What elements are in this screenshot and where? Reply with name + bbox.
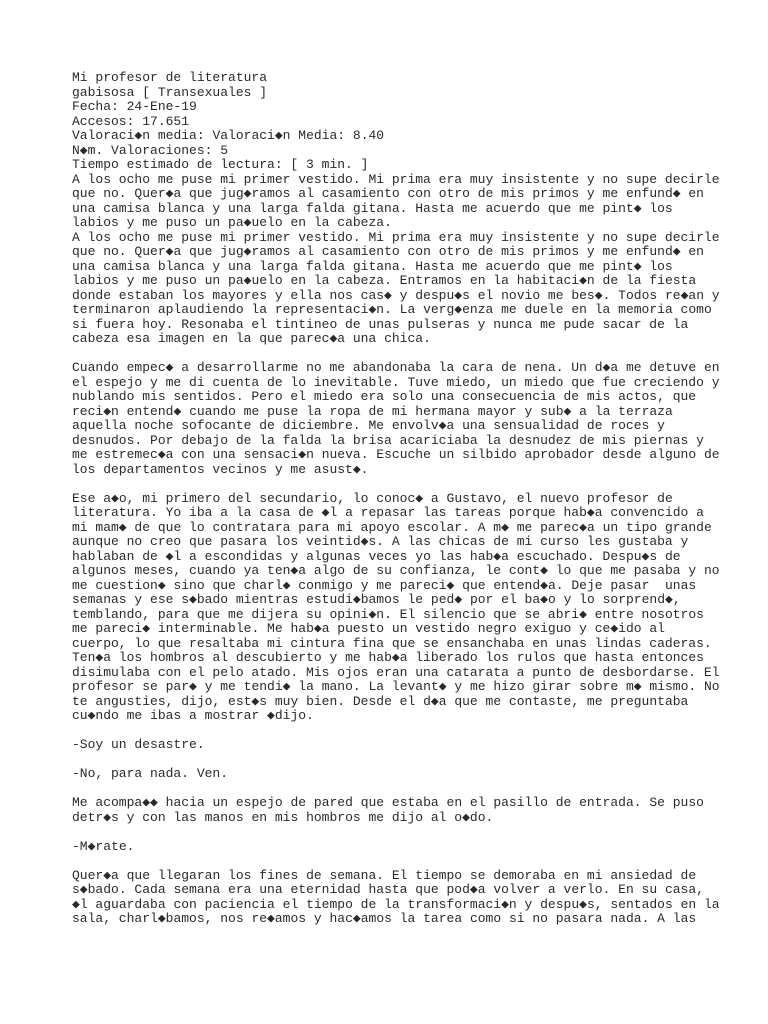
document-page [72, 70, 720, 927]
story-date: Fecha: 24-Ene-19 [72, 99, 197, 114]
text-line: cuerpo, lo que resaltaba mi cintura fina que se ensanchaba en unas lindas caderas. [72, 635, 712, 651]
paragraph-spacer [72, 854, 712, 869]
text-line: Ese a◆o, mi primero del secundario, lo conoc◆ a Gustavo, el nuevo profesor de [72, 490, 673, 506]
paragraph-spacer [72, 477, 712, 492]
text-line: -Soy un desastre. [72, 737, 205, 752]
story-accesses: Accesos: 17.651 [72, 113, 190, 129]
text-line: Me acompa◆◆ hacia un espejo de pared que estaba en el pasillo de entrada. Se puso [72, 795, 704, 810]
text-line: aquella noche sofocante de diciembre. Me envolv◆a una sensualidad de roces y [72, 418, 665, 433]
text-line: sala, charl◆bamos, nos re◆amos y hac◆amos la tarea como si no pasara nada. A las [72, 911, 697, 926]
text-line: me estremec◆a con una sensaci◆n nueva. Escuche un silbido aprobador desde alguno de [72, 447, 720, 462]
text-line: literatura. Yo iba a la casa de ◆l a repasar las tareas porque hab◆a convencido a [72, 505, 704, 520]
paragraph [72, 796, 712, 825]
paragraph-spacer [72, 825, 712, 840]
text-line: temblando, para que me dijera su opini◆n. El silencio que se abri◆ entre nosotros [72, 606, 704, 622]
text-line: aunque no creo que pasara los veintid◆s. A las chicas de mi curso les gustaba y [72, 534, 689, 549]
text-line: cu◆ndo me ibas a mostrar ◆dijo. [72, 708, 314, 723]
text-line: -M◆rate. [72, 838, 135, 854]
text-line: ◆l aguardaba con paciencia el tiempo de la transformaci◆n y despu◆s, sentados en la [72, 896, 720, 912]
text-line: A los ocho me puse mi primer vestido. Mi prima era muy insistente y no supe decirle [72, 171, 720, 187]
text-line: si fuera hoy. Resonaba el tintineo de unas pulseras y nunca me pude sacar de la [72, 316, 689, 332]
text-line: donde estaban los mayores y ella nos cas◆ y despu◆s el novio me bes◆. Todos re◆an y [72, 287, 720, 303]
text-line: -No, para nada. Ven. [72, 766, 229, 781]
text-line: profesor se par◆ y me tendi◆ la mano. La levant◆ y me hizo girar sobre m◆ mismo. No [72, 679, 720, 694]
text-line: Quer◆a que llegaran los fines de semana. El tiempo se demoraba en mi ansiedad de [72, 867, 697, 883]
text-line: reci◆n entend◆ cuando me puse la ropa de mi hermana mayor y sub◆ a la terraza [72, 403, 673, 419]
text-line: A los ocho me puse mi primer vestido. Mi prima era muy insistente y no supe decirle [72, 229, 720, 245]
paragraph [72, 767, 712, 782]
story-author-category: gabisosa [ Transexuales ] [72, 84, 268, 100]
story-rating: Valoraci◆n media: Valoraci◆n Media: 8.40 [72, 128, 385, 143]
text-line: disimulaba con el pelo atado. Mis ojos eran una catarata a punto de desbordarse. El [72, 664, 720, 680]
paragraph [72, 867, 720, 927]
paragraph [72, 229, 720, 347]
story-reading-time: Tiempo estimado de lectura: [ 3 min. ] [72, 157, 369, 172]
text-line: Ten◆a los hombros al descubierto y me hab◆a liberado los rulos que hasta entonces [72, 650, 704, 665]
text-line: mi mam◆ de que lo contratara para mi apoyo escolar. A m◆ me parec◆a un tipo grande [72, 519, 712, 535]
text-line: me cuestion◆ sino que charl◆ conmigo y me pareci◆ que entend◆a. Deje pasar unas [72, 577, 697, 593]
document-header [72, 71, 712, 173]
paragraph [72, 738, 712, 753]
paragraph-spacer [72, 782, 712, 797]
text-line: que no. Quer◆a que jug◆ramos al casamiento con otro de mis primos y me enfund◆ en [72, 244, 704, 259]
text-line: te angusties, dijo, est◆s muy bien. Desde el d◆a que me contaste, me preguntaba [72, 693, 689, 709]
text-line: una camisa blanca y una larga falda gitana. Hasta me acuerdo que me pint◆ los [72, 200, 673, 216]
text-line: nublando mis sentidos. Pero el miedo era solo una consecuencia de mis actos, que [72, 389, 697, 404]
text-line: una camisa blanca y una larga falda gitana. Hasta me acuerdo que me pint◆ los [72, 258, 673, 274]
text-line: labios y me puso un pa◆uelo en la cabeza. [72, 215, 392, 230]
text-line: Cuando empec◆ a desarrollarme no me abandonaba la cara de nena. Un d◆a me detuve en [72, 360, 720, 375]
story-title: Mi profesor de literatura [72, 70, 268, 85]
text-line: cabeza esa imagen en la que parec◆a una chica. [72, 331, 431, 346]
text-line: los departamentos vecinos y me asust◆. [72, 461, 369, 477]
text-line: el espejo y me di cuenta de lo inevitable. Tuve miedo, un miedo que fue creciendo y [72, 374, 720, 390]
text-line: hablaban de ◆l a escondidas y algunas veces yo las hab◆a escuchado. Despu◆s de [72, 548, 681, 564]
paragraph-spacer [72, 347, 712, 362]
paragraph [72, 171, 720, 231]
paragraph [72, 360, 720, 477]
paragraph-spacer [72, 724, 712, 739]
text-line: algunos meses, cuando ya ten◆a algo de su confianza, le cont◆ lo que me pasaba y no [72, 563, 720, 578]
text-line: terminaron aplaudiendo la representaci◆n. La verg◆enza me duele en la memoria como [72, 302, 712, 317]
text-line: labios y me puso un pa◆uelo en la cabeza. Entramos en la habitaci◆n de la fiesta [72, 273, 697, 288]
text-line: semanas y ese s◆bado mientras estudi◆bamos le ped◆ por el ba◆o y lo sorprend◆, [72, 592, 681, 607]
text-line: que no. Quer◆a que jug◆ramos al casamiento con otro de mis primos y me enfund◆ en [72, 186, 704, 201]
story-body [72, 171, 720, 927]
text-line: detr◆s y con las manos en mis hombros me dijo al o◆do. [72, 809, 494, 825]
text-line: desnudos. Por debajo de la falda la brisa acariciaba la desnudez de mis piernas y [72, 432, 704, 448]
text-line: s◆bado. Cada semana era una eternidad hasta que pod◆a volver a verlo. En su casa, [72, 882, 704, 897]
paragraph [72, 840, 712, 855]
text-line: me pareci◆ interminable. Me hab◆a puesto un vestido negro exiguo y ce◆ido al [72, 621, 665, 636]
paragraph-spacer [72, 753, 712, 768]
story-rating-count: N◆m. Valoraciones: 5 [72, 142, 229, 158]
paragraph [72, 490, 720, 724]
